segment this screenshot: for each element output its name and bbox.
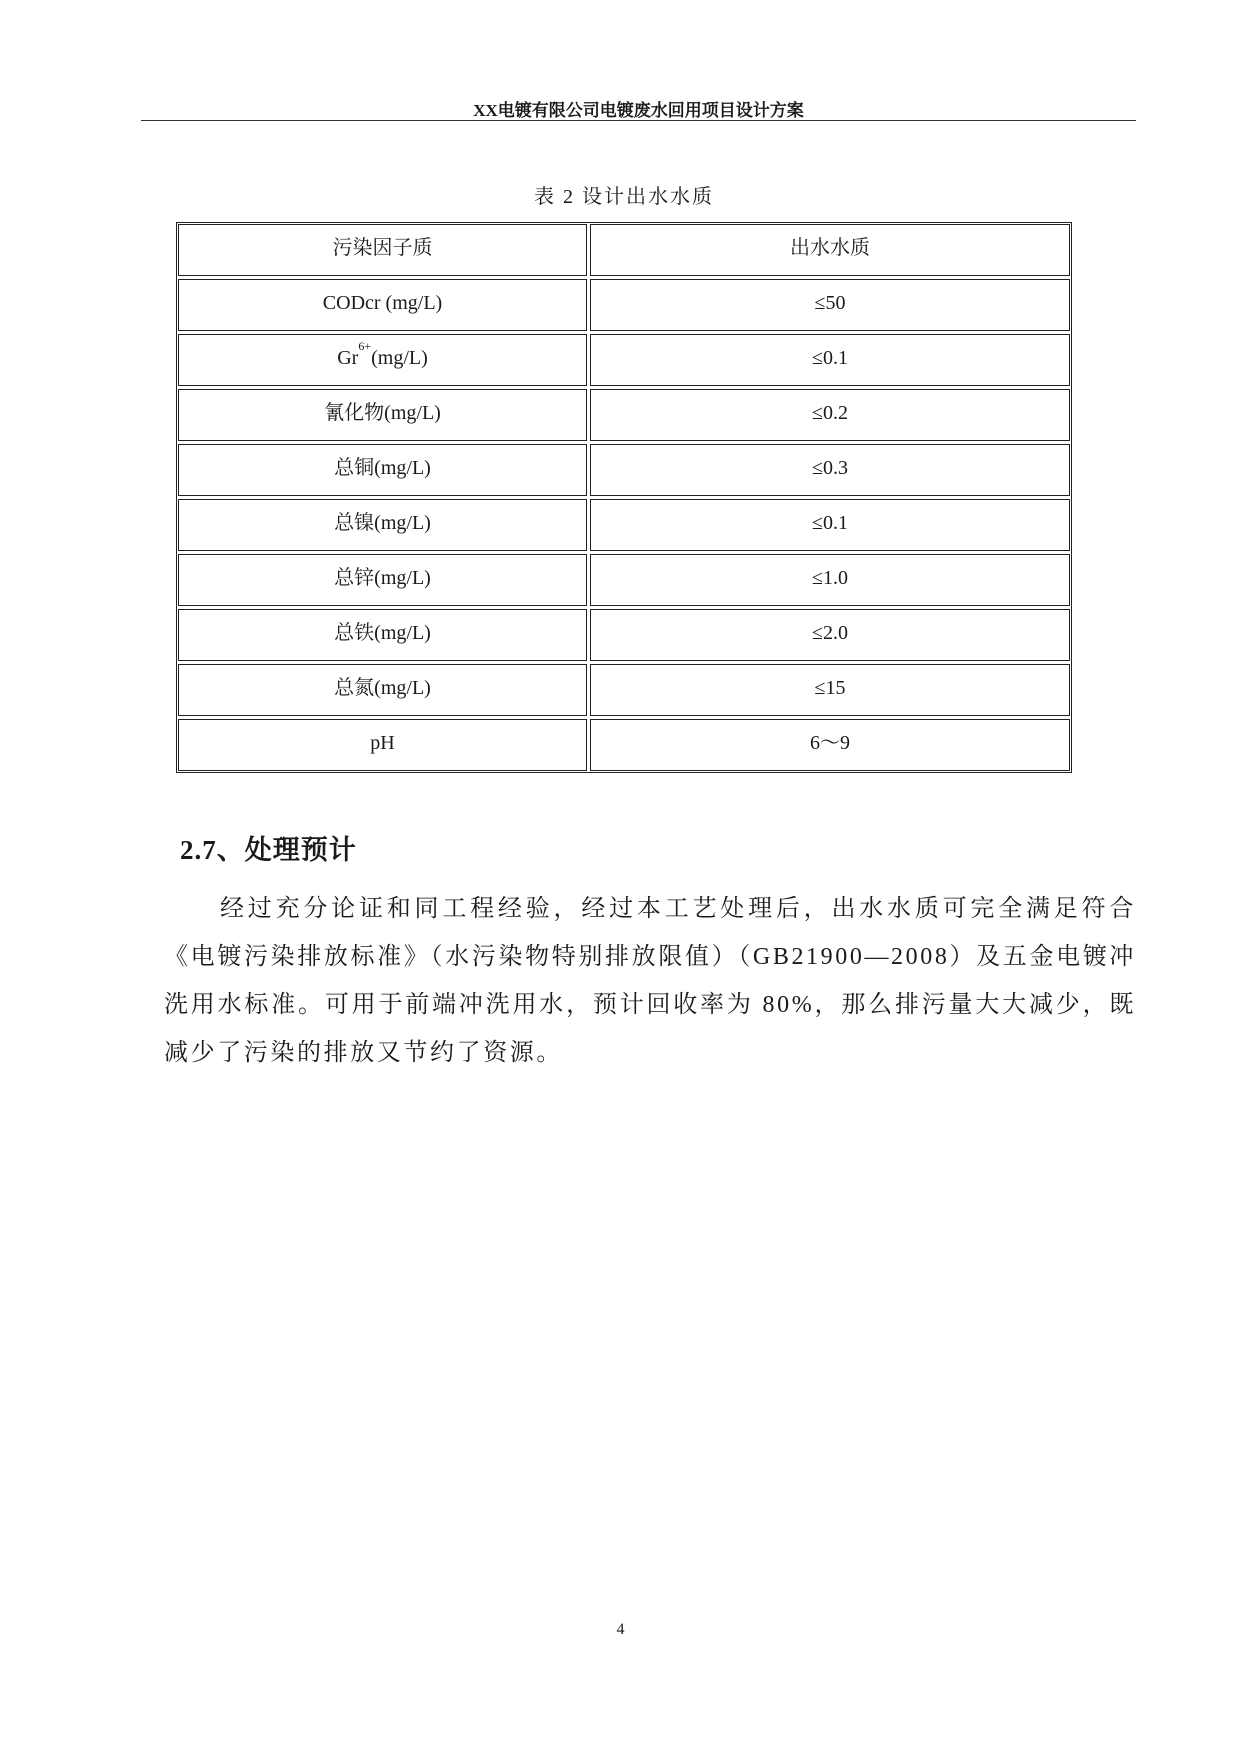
- table-row: [178, 279, 1070, 331]
- running-header: XX电镀有限公司电镀废水回用项目设计方案: [473, 101, 804, 120]
- table-row: [178, 554, 1070, 606]
- section-heading: 2.7、处理预计: [180, 835, 357, 865]
- water-quality-table: [176, 222, 1072, 773]
- column-header-factor: 污染因子质: [178, 224, 587, 276]
- factor-cell: CODcr (mg/L): [178, 279, 587, 331]
- factor-cell: 总铁(mg/L): [178, 609, 587, 661]
- table-header-row: [178, 224, 1070, 276]
- factor-unit: (mg/L): [371, 347, 428, 369]
- factor-cell: 总氮(mg/L): [178, 664, 587, 716]
- header-rule: [141, 120, 1136, 121]
- value-cell: ≤50: [590, 279, 1070, 331]
- factor-cell: 总镍(mg/L): [178, 499, 587, 551]
- value-cell: ≤0.1: [590, 499, 1070, 551]
- table-row: [178, 389, 1070, 441]
- table-row: [178, 499, 1070, 551]
- table-row: [178, 609, 1070, 661]
- table-row: [178, 719, 1070, 771]
- factor-cell: 氰化物(mg/L): [178, 389, 587, 441]
- factor-base: Gr: [337, 347, 359, 369]
- column-header-quality: 出水水质: [590, 224, 1070, 276]
- value-cell: ≤1.0: [590, 554, 1070, 606]
- table-row: [178, 334, 1070, 386]
- factor-cell: 总铜(mg/L): [178, 444, 587, 496]
- value-cell: ≤0.2: [590, 389, 1070, 441]
- value-cell: 6～9: [590, 719, 1070, 771]
- value-cell: ≤2.0: [590, 609, 1070, 661]
- table-row: [178, 664, 1070, 716]
- value-cell: ≤15: [590, 664, 1070, 716]
- value-cell: ≤0.1: [590, 334, 1070, 386]
- body-paragraph: 经过充分论证和同工程经验，经过本工艺处理后，出水水质可完全满足符合《电镀污染排放标准》（水污染物特别排放限值）（GB21900—2008）及五金电镀冲洗用水标准。可用于前端冲洗用水，预计回收率为 80%，那么排污量大大减少，既减少了污染的排放又节约了资源。: [164, 896, 1136, 1066]
- value-cell: ≤0.3: [590, 444, 1070, 496]
- factor-cell: pH: [178, 719, 587, 771]
- page-number: 4: [616, 1621, 625, 1638]
- factor-cell: 总锌(mg/L): [178, 554, 587, 606]
- table-caption: 表 2 设计出水水质: [534, 186, 714, 208]
- table-row: [178, 444, 1070, 496]
- factor-cell: Gr 6+ (mg/L): [178, 334, 587, 386]
